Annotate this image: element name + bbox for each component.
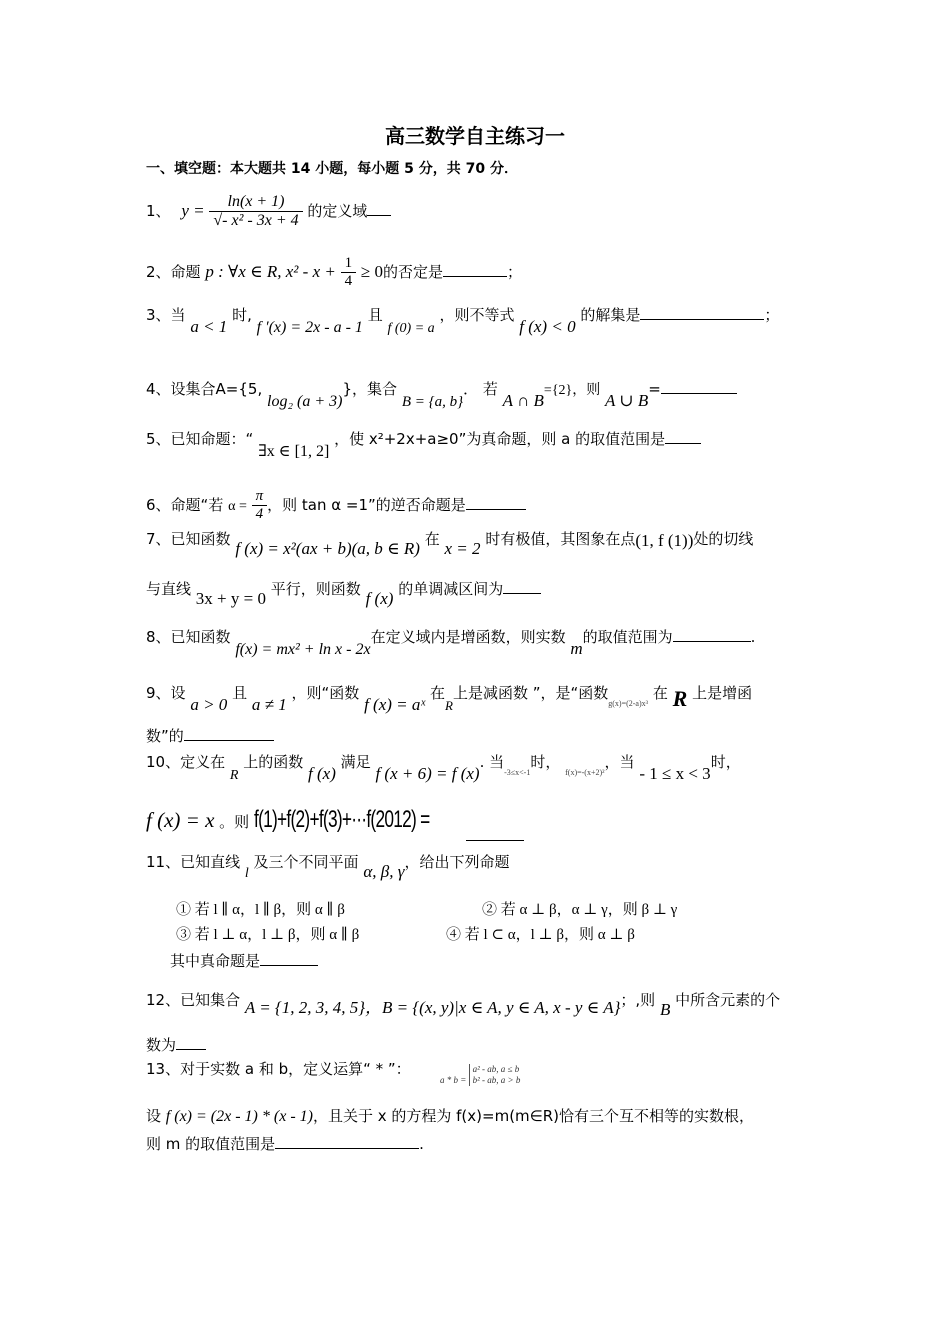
q2-end: ； [507, 263, 523, 281]
q5-expr: ∃x ∈ [1, 2] [258, 443, 330, 460]
q9-function: f (x) = aˣ [364, 695, 426, 714]
q10-eq: f (x + 6) = f (x) [375, 764, 480, 783]
q13-def1: a² - ab, a ≤ b [472, 1064, 520, 1074]
q10-number: 10、定义在 [146, 753, 226, 771]
q8-m: m [570, 639, 583, 658]
q7-t1: 在 [424, 530, 440, 548]
q7-number: 7、已知函数 [146, 530, 231, 548]
q11-prop1: ① 若 l ∥ α，l ∥ β，则 α ∥ β [176, 902, 345, 918]
q10-t4: 时， [530, 753, 561, 771]
q10-l2b: 。则 [219, 813, 250, 831]
q4-t2: ． 若 [463, 380, 498, 398]
q8-function: f(x) = mx² + ln x - 2x [235, 641, 371, 658]
q8-t1: 在定义域内是增函数，则实数 [370, 628, 566, 646]
section-heading: 一、填空题：本大题共 14 小题，每小题 5 分，共 70 分． [146, 161, 518, 177]
q10-R: R [229, 768, 239, 783]
q11-planes: α, β, γ [363, 862, 405, 881]
q13-def2: b² - ab, a > b [472, 1075, 521, 1085]
q3-number: 3、当 [146, 306, 186, 324]
q1-text: 的定义域 [307, 202, 368, 220]
q12-setB: ，B = {(x, y)|x ∈ A, y ∈ A, x - y ∈ A} [365, 998, 621, 1017]
q4-blank[interactable] [661, 379, 737, 394]
q9-c1: a > 0 [190, 695, 228, 714]
q6-text: ，则 tan α =1”的逆否命题是 [267, 496, 466, 514]
q11-prop3: ③ 若 l ⊥ α，l ⊥ β，则 α ∥ β [176, 927, 360, 943]
q11-ask-line [170, 950, 318, 971]
q13-definition [440, 1064, 520, 1086]
q13-lhs: a * b = [440, 1075, 467, 1086]
q10-t2: 满足 [340, 753, 371, 771]
q2-frac-den: 4 [341, 272, 357, 290]
question-9-line2 [146, 725, 274, 746]
q6-pi: π [255, 488, 264, 504]
q1-blank[interactable] [367, 201, 391, 216]
q5-number: 5、已知命题：“ [146, 430, 254, 448]
q7-blank[interactable] [503, 579, 541, 594]
q10-t1: 上的函数 [243, 753, 304, 771]
q11-blank[interactable] [260, 951, 318, 966]
q3-inequality: f (x) < 0 [519, 317, 576, 336]
q4-t1: }，集合 [342, 380, 398, 398]
q10-c1: -3≤x<-1 [504, 768, 531, 777]
q9-number: 9、设 [146, 684, 186, 702]
q2-expr: p : ∀x ∈ R, x² - x + [205, 262, 336, 281]
q13-l3: 则 m 的取值范围是 [146, 1135, 276, 1153]
q9-t1: 且 [232, 684, 248, 702]
q9-l2: 数”的 [146, 727, 184, 745]
q1-denominator: √- x² - 3x + 4 [209, 211, 302, 230]
question-6 [146, 488, 526, 523]
q11-prop4: ④ 若 l ⊂ α，l ⊥ β，则 α ⊥ β [446, 927, 635, 943]
q9-t2: ，则“函数 [291, 684, 360, 702]
q7-point: (1, f (1)) [635, 531, 694, 550]
q7-l2c: 的单调减区间为 [398, 580, 504, 598]
q13-end: . [419, 1135, 424, 1153]
q4-setA: A={5, [215, 380, 263, 398]
q4-setB: B = {a, b} [401, 394, 464, 410]
q3-t3: ，则不等式 [439, 306, 515, 324]
q6-blank[interactable] [466, 495, 526, 510]
q11-t2: ，给出下列命题 [404, 853, 510, 871]
q3-end: ； [764, 306, 780, 324]
q4-number: 4、设集合 [146, 380, 216, 398]
q2-expr2: ≥ 0 [360, 262, 383, 281]
q9-t4: 上是减函数 ”，是“函数 [452, 684, 609, 702]
q2-frac-num: 1 [344, 255, 353, 271]
q7-line: 3x + y = 0 [195, 589, 266, 608]
q5-blank[interactable] [665, 429, 701, 444]
q4-union: A ∪ B [605, 391, 649, 410]
q4-eq: = [648, 380, 661, 398]
q11-ask: 其中真命题是 [170, 952, 261, 970]
page-title: 高三数学自主练习一 [385, 124, 565, 148]
question-13-line3 [146, 1133, 424, 1154]
q11-prop2: ② 若 α ⊥ β，α ⊥ γ，则 β ⊥ γ [482, 902, 678, 918]
q11-l: l [244, 866, 249, 881]
q10-t6: 时， [710, 753, 741, 771]
q2-number: 2、命题 [146, 263, 201, 281]
q12-setA: A = {1, 2, 3, 4, 5} [244, 998, 366, 1017]
q6-alpha: α = [228, 499, 247, 514]
q12-t1: ；,则 [620, 991, 656, 1009]
q10-c3: - 1 ≤ x < 3 [639, 764, 711, 783]
question-4 [146, 378, 737, 410]
q11-t1: 及三个不同平面 [253, 853, 359, 871]
q12-l2: 数为 [146, 1036, 177, 1054]
question-7-line2 [146, 578, 541, 608]
question-7 [146, 528, 754, 558]
q10-t5: ，当 [604, 753, 635, 771]
question-8 [146, 626, 756, 658]
q1-number: 1、 [146, 202, 171, 220]
q6-four: 4 [252, 505, 268, 523]
q6-number: 6、命题“若 [146, 496, 224, 514]
q10-t3: . 当 [479, 753, 505, 771]
q12-number: 12、已知集合 [146, 991, 241, 1009]
q13-blank[interactable] [275, 1134, 419, 1149]
question-12-line2 [146, 1034, 206, 1055]
q9-R2: R [672, 686, 688, 711]
q12-B: B [659, 1000, 671, 1019]
q3-derivative: f ′(x) = 2x - a - 1 [256, 319, 363, 336]
question-11 [146, 851, 510, 881]
q7-fx: f (x) [365, 589, 394, 608]
q3-blank[interactable] [640, 305, 764, 320]
q10-sum: f(1)+f(2)+f(3)+···f(2012) = [253, 806, 430, 833]
q7-l2a: 与直线 [146, 580, 192, 598]
q7-function: f (x) = x²(ax + b)(a, b ∈ R) [235, 539, 420, 558]
q11-number: 11、已知直线 [146, 853, 241, 871]
q9-c2: a ≠ 1 [251, 695, 287, 714]
q4-value: ={2}，则 [543, 383, 601, 398]
question-5 [146, 428, 701, 460]
q2-text: 的否定是 [383, 263, 444, 281]
q4-log: log₂ (a + 3) [267, 393, 343, 410]
q7-t2: 时有极值，其图象在点 [485, 530, 636, 548]
q7-l2b: 平行，则函数 [270, 580, 361, 598]
q1-lhs: y = [181, 201, 205, 220]
q4-intersection: A ∩ B [502, 391, 544, 410]
q10-blank[interactable] [466, 826, 524, 841]
question-2 [146, 255, 522, 290]
q7-x2: x = 2 [444, 539, 481, 558]
q10-blank-wrap [466, 826, 524, 845]
q5-text: ，使 x²+2x+a≥0”为真命题，则 a 的取值范围是 [334, 430, 666, 448]
q13-number: 13、对于实数 a 和 b，定义运算“ * ”： [146, 1060, 411, 1078]
q9-blank[interactable] [184, 726, 274, 741]
q3-t2: 且 [367, 306, 383, 324]
q7-t3: 处的切线 [693, 530, 754, 548]
q9-t6: 上是增函 [692, 684, 753, 702]
q13-l2b: ，且关于 x 的方程为 f(x)=m(m∈R)恰有三个互不相等的实数根， [312, 1107, 754, 1125]
q9-t3: 在 [429, 684, 445, 702]
q10-c2: f(x)=-(x+2)² [565, 768, 605, 777]
q10-fx: f (x) [308, 764, 336, 783]
q3-f0: f (0) = a [387, 321, 435, 336]
question-3 [146, 304, 780, 336]
q3-t4: 的解集是 [580, 306, 641, 324]
q2-blank[interactable] [443, 262, 507, 277]
q1-numerator: ln(x + 1) [227, 193, 285, 210]
q3-cond1: a < 1 [190, 317, 228, 336]
q8-number: 8、已知函数 [146, 628, 231, 646]
q9-g: g(x)=(2-a)x³ [608, 699, 649, 708]
question-1 [146, 193, 391, 230]
q13-l2a: 设 [146, 1107, 162, 1125]
q8-blank[interactable] [673, 627, 751, 642]
q13-function: f (x) = (2x - 1) * (x - 1) [165, 1108, 313, 1125]
q8-end: . [750, 628, 756, 646]
q12-t2: 中所含元素的个 [675, 991, 781, 1009]
q3-t1: 时, [232, 306, 252, 324]
question-13 [146, 1058, 411, 1079]
q8-t2: 的取值范围为 [582, 628, 673, 646]
question-10-line2 [146, 806, 498, 834]
question-12 [146, 985, 781, 1019]
q9-R: R [445, 698, 453, 713]
q9-t5: 在 [652, 684, 668, 702]
q10-fx-x: f (x) = x [146, 808, 215, 832]
question-9 [146, 678, 753, 714]
question-13-line2 [146, 1105, 754, 1126]
q12-blank[interactable] [176, 1035, 206, 1050]
